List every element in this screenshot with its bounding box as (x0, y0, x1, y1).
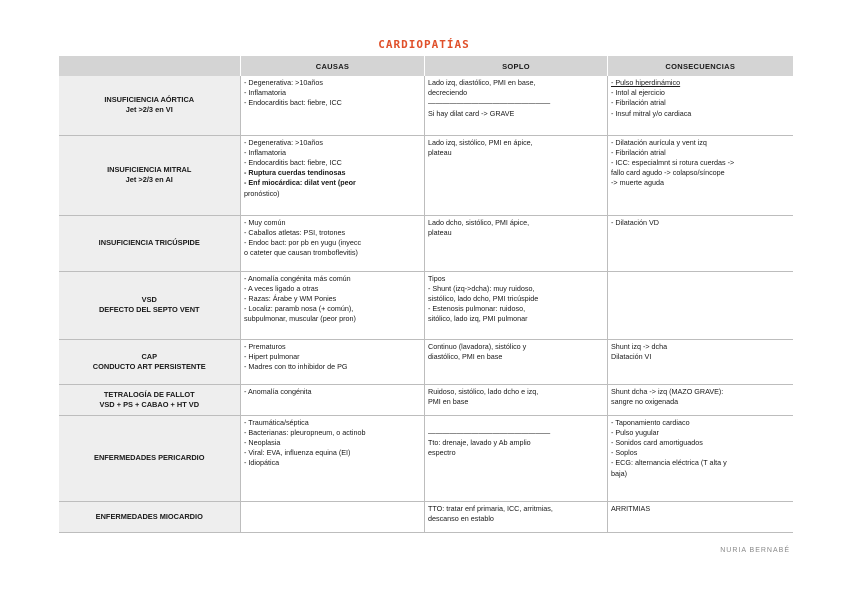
consecuencia-item: baja) (611, 468, 627, 478)
causa-item: - Caballos atletas: PSI, trotones (244, 227, 346, 237)
soplo-line: Tto: drenaje, lavado y Ab amplio (428, 437, 531, 447)
causa-item: - Endocarditis bact: fiebre, ICC (244, 157, 342, 167)
consecuencia-item: - Pulso hiperdinámico (611, 78, 681, 87)
row-subname: Jet >2/3 en VI (125, 105, 173, 115)
consecuencia-item: - ICC: especialmnt si rotura cuerdas -> (611, 157, 735, 167)
causa-item: - Muy común (244, 217, 286, 227)
header-empty (59, 56, 241, 76)
row-subname: Jet >2/3 en AI (125, 175, 173, 184)
consecuencia-item: - Sonidos card amortiguados (611, 437, 703, 447)
soplo-line: espectro (428, 448, 456, 458)
causa-item: o cateter que causan tromboflevitis) (244, 248, 358, 258)
row-name-cell (59, 76, 241, 135)
cardiopathy-table (58, 56, 793, 533)
soplo-line: Ruidoso, sistólico, lado dcho e izq, (428, 386, 539, 396)
consecuencia-item: - Taponamiento cardiaco (611, 417, 690, 427)
causa-item: - Inflamatoria (244, 147, 286, 157)
row-name-cell (59, 215, 241, 271)
row-name-cell (59, 415, 241, 501)
consecuencia-item: - Insuf mitral y/o cardiaca (611, 108, 692, 118)
causas-cell (241, 135, 425, 215)
soplo-line: PMI en base (428, 396, 469, 406)
consecuencia-item: Dilatación VI (611, 351, 652, 361)
consecuencias-cell (608, 76, 793, 135)
soplo-cell (425, 135, 608, 215)
causa-item: - Prematuros (244, 341, 286, 351)
row-name: INSUFICIENCIA TRICÚSPIDE (98, 238, 200, 247)
consecuencias-cell (608, 384, 793, 415)
table-row (59, 215, 793, 271)
header-consecuencias: CONSECUENCIAS (608, 56, 793, 76)
table-row (59, 384, 793, 415)
soplo-cell (425, 415, 608, 501)
consecuencia-item: - Intol al ejercicio (611, 88, 665, 98)
causa-item: - Anomalía congénita (244, 386, 312, 396)
row-name: INSUFICIENCIA MITRAL (107, 165, 192, 174)
causa-item: - A veces ligado a otras (244, 283, 319, 293)
soplo-line: Tipos (428, 273, 446, 283)
table-row (59, 76, 793, 135)
soplo-cell (425, 271, 608, 339)
consecuencia-item: Shunt dcha -> izq (MAZO GRAVE): (611, 386, 724, 396)
causa-item: - Ruptura cuerdas tendinosas (244, 168, 346, 178)
consecuencias-cell (608, 135, 793, 215)
causa-item: - Hipert pulmonar (244, 351, 300, 361)
consecuencia-item: - ECG: alternancia eléctrica (T alta y (611, 458, 727, 468)
header-soplo: SOPLO (425, 56, 608, 76)
causa-item: - Madres con tto inhibidor de PG (244, 361, 348, 371)
causa-item: - Viral: EVA, influenza equina (EI) (244, 448, 351, 458)
causa-item: pronóstico) (244, 188, 280, 198)
causa-item: - Inflamatoria (244, 88, 286, 98)
row-name-cell (59, 384, 241, 415)
soplo-cell (425, 339, 608, 384)
consecuencias-cell (608, 339, 793, 384)
consecuencia-item: Shunt izq -> dcha (611, 341, 668, 351)
causa-item: subpulmonar, muscular (peor pron) (244, 314, 356, 324)
soplo-line: Continuo (lavadora), sistólico y (428, 341, 527, 351)
header-causas: CAUSAS (241, 56, 425, 76)
consecuencias-cell (608, 271, 793, 339)
consecuencia-item: -> muerte aguda (611, 178, 664, 188)
row-name-cell (59, 135, 241, 215)
row-name: ENFERMEDADES PERICARDIO (94, 453, 205, 462)
causas-cell (241, 215, 425, 271)
soplo-line: TTO: tratar enf primaria, ICC, arritmias, (428, 503, 553, 513)
consecuencia-item: - Soplos (611, 448, 638, 458)
row-name: VSD (141, 295, 157, 304)
soplo-divider: ————————————————— (428, 98, 551, 108)
table-row (59, 415, 793, 501)
table-row (59, 135, 793, 215)
consecuencia-item: - Fibrilación atrial (611, 98, 666, 108)
row-name: CAP (141, 351, 158, 361)
causa-item: - Localiz: paramb nosa (+ común), (244, 304, 354, 314)
causa-item: - Razas: Árabe y WM Ponies (244, 293, 337, 303)
soplo-line: plateau (428, 147, 452, 157)
causa-item: - Idiopática (244, 458, 280, 468)
header-row (59, 56, 793, 76)
page-title: CARDIOPATÍAS (378, 38, 470, 51)
consecuencia-item: - Dilatación aurícula y vent izq (611, 137, 707, 147)
row-name: TETRALOGÍA DE FALLOT (103, 389, 195, 399)
consecuencia-item: - Pulso yugular (611, 427, 659, 437)
author-credit: NURIA BERNABÉ (720, 547, 790, 554)
soplo-line: decreciendo (428, 88, 468, 98)
causa-item: - Traumática/séptica (244, 417, 309, 427)
soplo-line: sitólico, lado izq, PMI pulmonar (428, 314, 528, 324)
row-name-cell (59, 271, 241, 339)
row-name: INSUFICIENCIA AÓRTICA (104, 95, 195, 105)
row-subname: VSD + PS + CABAO + HT VD (99, 399, 200, 409)
consecuencias-cell (608, 501, 793, 532)
soplo-line: Si hay dilat card -> GRAVE (428, 108, 515, 118)
causa-item: - Endoc bact: por pb en yugu (inyecc (244, 237, 362, 247)
causa-item: - Bacterianas: pleuropneum, o actinob (244, 427, 366, 437)
soplo-line: diastólico, PMI en base (428, 351, 503, 361)
consecuencias-cell (608, 415, 793, 501)
causa-item: - Degenerativa: >10años (244, 78, 323, 87)
soplo-line: - Estenosis pulmonar: ruidoso, (428, 304, 526, 314)
causas-cell (241, 271, 425, 339)
row-subname: DEFECTO DEL SEPTO VENT (98, 305, 200, 314)
table-row (59, 271, 793, 339)
causas-cell (241, 339, 425, 384)
soplo-cell (425, 384, 608, 415)
soplo-line (428, 418, 604, 428)
soplo-line: descanso en establo (428, 513, 494, 523)
soplo-line: Lado izq, sistólico, PMI en ápice, (428, 137, 533, 147)
soplo-line: Lado dcho, sistólico, PMI ápice, (428, 217, 530, 227)
soplo-divider: ————————————————— (428, 427, 551, 437)
soplo-line: sistólico, lado dcho, PMI tricúspide (428, 293, 539, 303)
consecuencia-item: fallo card agudo -> colapso/síncope (611, 168, 725, 178)
consecuencias-cell (608, 215, 793, 271)
soplo-cell (425, 76, 608, 135)
causa-item: - Endocarditis bact: fiebre, ICC (244, 98, 342, 108)
row-name-cell (59, 501, 241, 532)
causas-cell (241, 501, 425, 532)
causa-item: - Degenerativa: >10años (244, 137, 323, 147)
causa-item: - Neoplasia (244, 437, 281, 447)
causas-cell (241, 415, 425, 501)
row-subname: CONDUCTO ART PERSISTENTE (92, 361, 206, 371)
causas-cell (241, 76, 425, 135)
soplo-line: plateau (428, 227, 452, 237)
table-row (59, 339, 793, 384)
consecuencia-item: ARRITMIAS (611, 503, 651, 513)
soplo-line: - Shunt (izq->dcha): muy ruidoso, (428, 283, 535, 293)
consecuencia-item: - Dilatación VD (611, 217, 659, 227)
consecuencia-item: - Fibrilación atrial (611, 147, 666, 157)
row-name: ENFERMEDADES MIOCARDIO (95, 511, 203, 521)
causa-item: - Anomalía congénita más común (244, 273, 351, 283)
row-name-cell (59, 339, 241, 384)
soplo-cell (425, 501, 608, 532)
table-row (59, 501, 793, 532)
causas-cell (241, 384, 425, 415)
causa-item: - Enf miocárdica: dilat vent (peor (244, 178, 356, 188)
soplo-cell (425, 215, 608, 271)
consecuencia-item: sangre no oxigenada (611, 396, 679, 406)
soplo-line: Lado izq, diastólico, PMI en base, (428, 78, 536, 87)
